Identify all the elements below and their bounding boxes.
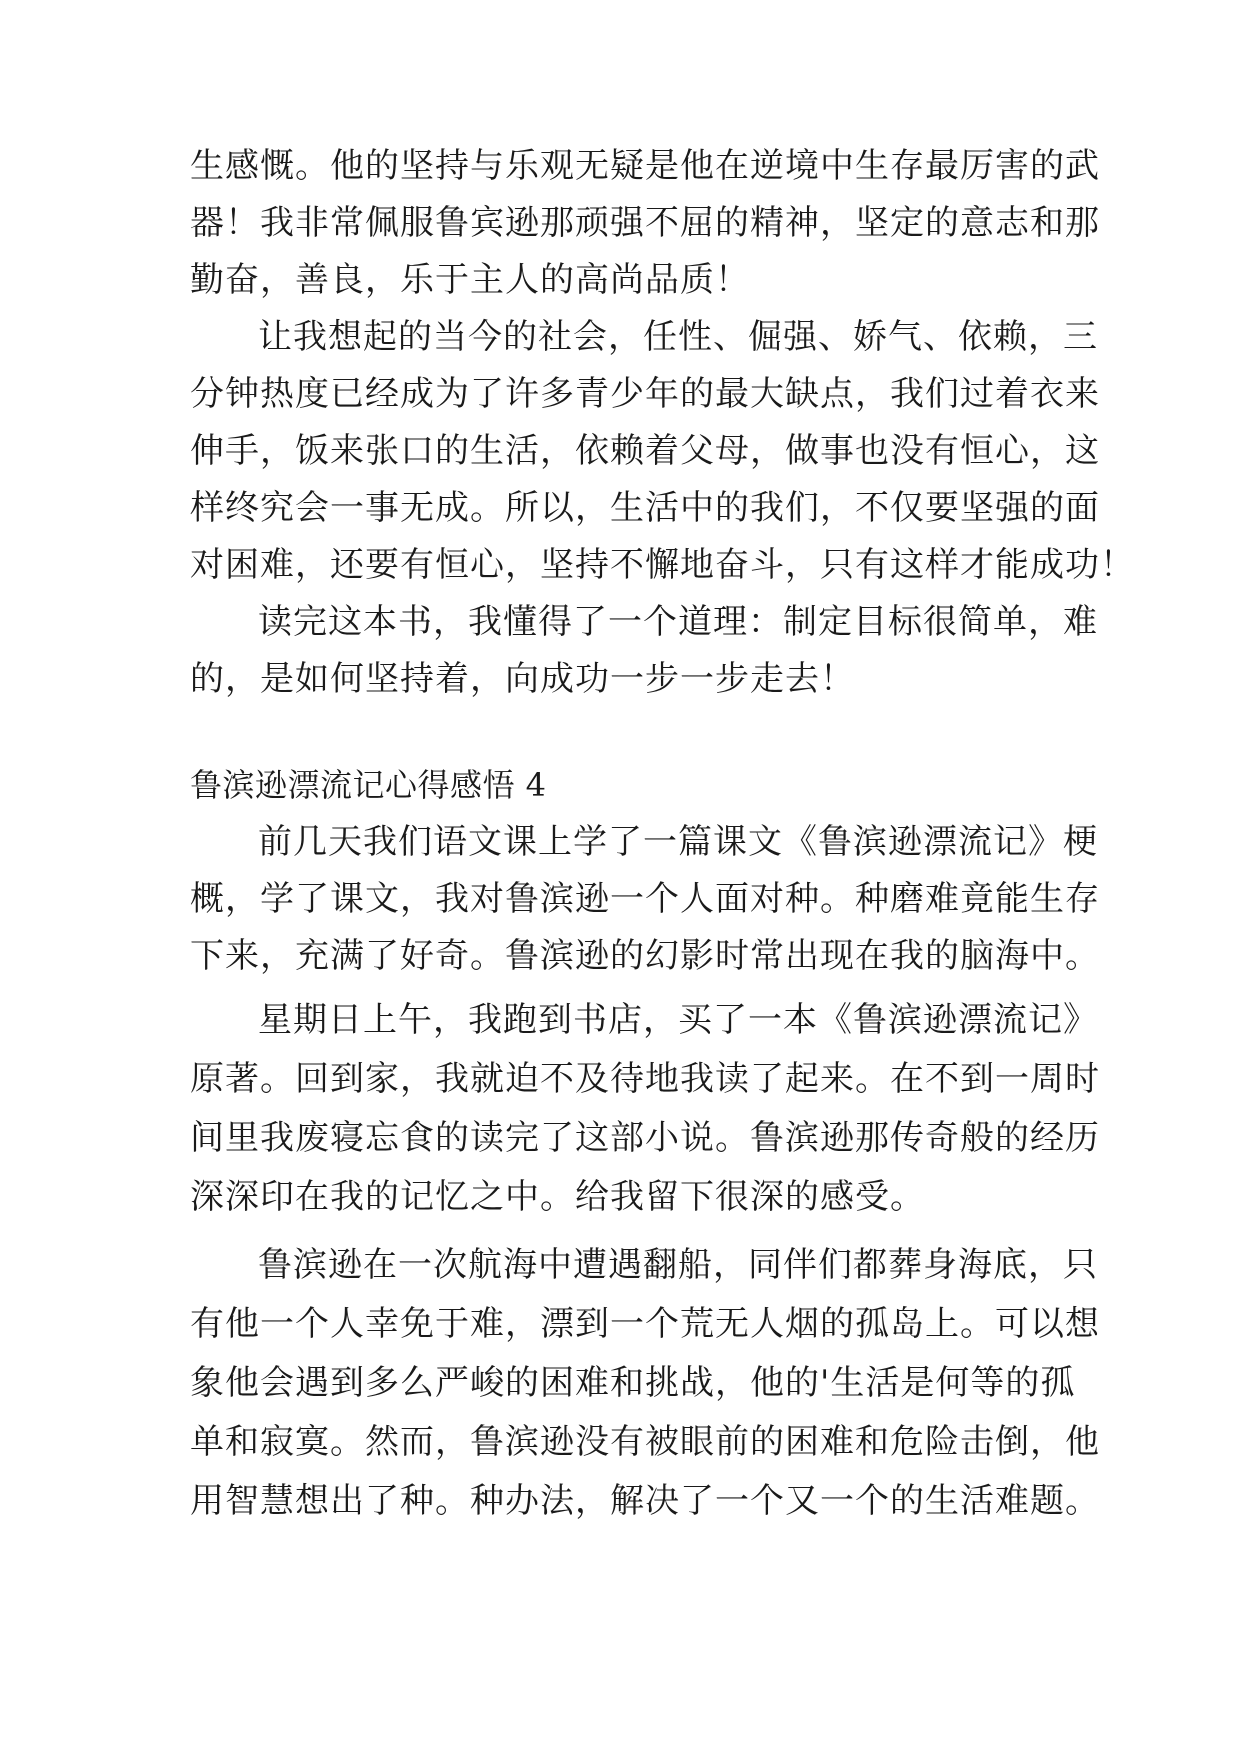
paragraph-line: 读完这本书，我懂得了一个道理：制定目标很简单，难 [258,602,1098,642]
paragraph-line: 生感慨。他的坚持与乐观无疑是他在逆境中生存最厉害的武 [190,146,1100,186]
paragraph-line: 让我想起的当今的社会，任性、倔强、娇气、依赖，三 [258,317,1098,357]
paragraph-line: 象他会遇到多么严峻的困难和挑战，他的'生活是何等的孤 [190,1363,1076,1403]
paragraph-line: 间里我废寝忘食的读完了这部小说。鲁滨逊那传奇般的经历 [190,1118,1100,1158]
paragraph-line: 用智慧想出了种。种办法，解决了一个又一个的生活难题。 [190,1481,1100,1521]
paragraph-line: 伸手，饭来张口的生活，依赖着父母，做事也没有恒心，这 [190,431,1100,471]
paragraph-line: 原著。回到家，我就迫不及待地我读了起来。在不到一周时 [190,1059,1100,1099]
paragraph-line: 器！我非常佩服鲁宾逊那顽强不屈的精神，坚定的意志和那 [190,203,1100,243]
paragraph-line: 分钟热度已经成为了许多青少年的最大缺点，我们过着衣来 [190,374,1100,414]
paragraph-line: 对困难，还要有恒心，坚持不懈地奋斗，只有这样才能成功！ [190,545,1135,585]
paragraph-line: 勤奋，善良，乐于主人的高尚品质！ [190,260,750,300]
paragraph-line: 星期日上午，我跑到书店，买了一本《鲁滨逊漂流记》 [258,1000,1098,1040]
paragraph-line: 下来，充满了好奇。鲁滨逊的幻影时常出现在我的脑海中。 [190,936,1100,976]
paragraph-line: 的，是如何坚持着，向成功一步一步走去！ [190,659,855,699]
paragraph-line: 深深印在我的记忆之中。给我留下很深的感受。 [190,1177,925,1217]
paragraph-line: 鲁滨逊在一次航海中遭遇翻船，同伴们都葬身海底，只 [258,1245,1098,1285]
paragraph-line: 概，学了课文，我对鲁滨逊一个人面对种。种磨难竟能生存 [190,879,1100,919]
section-heading: 鲁滨逊漂流记心得感悟 4 [190,766,547,804]
paragraph-line: 前几天我们语文课上学了一篇课文《鲁滨逊漂流记》梗 [258,822,1098,862]
paragraph-line: 单和寂寞。然而，鲁滨逊没有被眼前的困难和危险击倒，他 [190,1422,1100,1462]
paragraph-line: 样终究会一事无成。所以，生活中的我们，不仅要坚强的面 [190,488,1100,528]
paragraph-line: 有他一个人幸免于难，漂到一个荒无人烟的孤岛上。可以想 [190,1304,1100,1344]
